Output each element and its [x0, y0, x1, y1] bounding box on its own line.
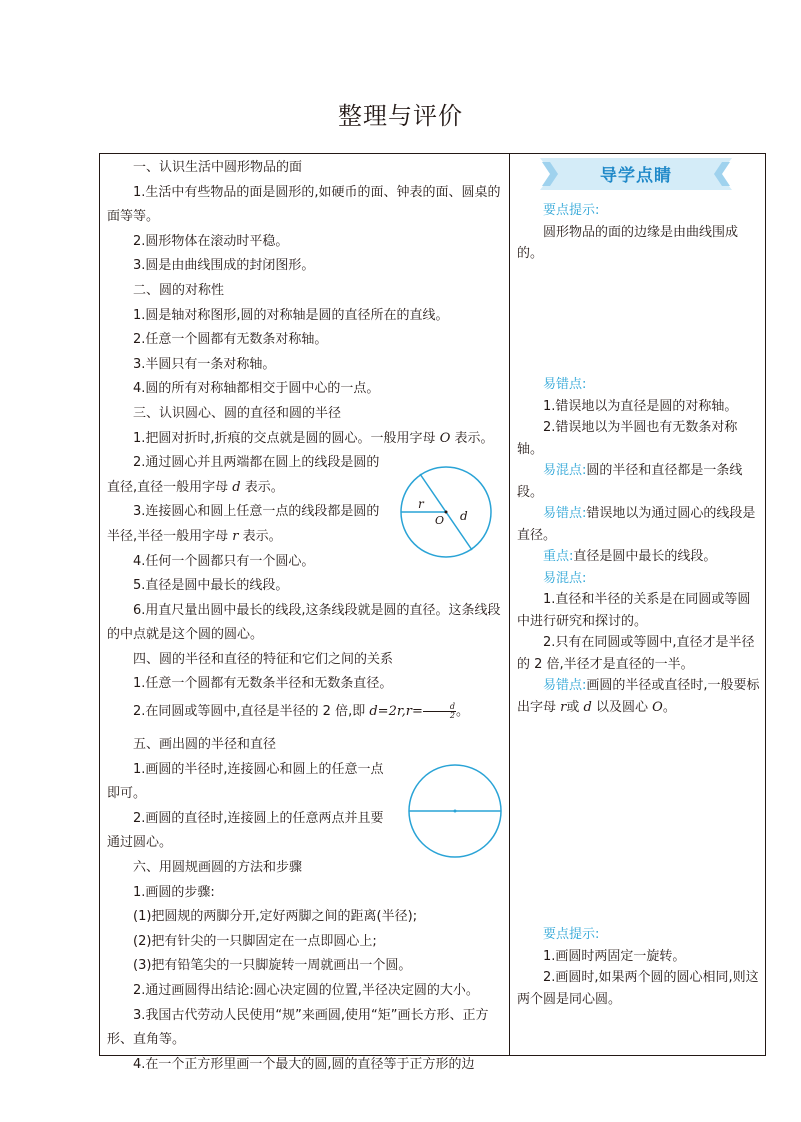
error-line: 易错点:错误地以为通过圆心的线段是直径。: [517, 506, 756, 543]
confusion-line: 易混点:圆的半径和直径都是一条线段。: [517, 463, 743, 500]
tip-item-2: 2.画圆时,如果两个圆的圆心相同,则这两个圆是同心圆。: [517, 970, 759, 1007]
section-2-item-3: 3.半圆只有一条对称轴。: [133, 356, 276, 372]
error-line-2: 易错点:画圆的半径或直径时,一般要标出字母 r或 d 以及圆心 O。: [517, 678, 760, 715]
tip-label-2: 要点提示:: [543, 927, 600, 942]
section-4-heading: 四、圆的半径和直径的特征和它们之间的关系: [133, 651, 394, 667]
section-1-item-2: 2.圆形物体在滚动时平稳。: [133, 233, 289, 249]
tip-text: 圆形物品的面的边缘是由曲线围成的。: [517, 224, 739, 261]
section-2-item-1: 1.圆是轴对称图形,圆的对称轴是圆的直径所在的直线。: [133, 307, 449, 323]
circle-diameter-figure: [406, 761, 506, 861]
tip-label: 要点提示:: [543, 203, 600, 218]
section-3-item-2-line-1: 2.通过圆心并且两端都在圆上的线段是圆的: [133, 455, 380, 471]
section-3-item-4: 4.任何一个圆都只有一个圆心。: [133, 553, 315, 569]
label-d: d: [460, 509, 468, 523]
section-5-item-1-line-2: 即可。: [107, 786, 147, 802]
section-6-step-1: (1)把圆规的两脚分开,定好两脚之间的距离(半径);: [133, 909, 418, 925]
error-label: 易错点:: [543, 377, 587, 392]
center-point: [445, 511, 448, 514]
tip-block-2: [517, 374, 760, 718]
section-5-item-2-line-2: 通过圆心。: [107, 835, 173, 851]
confusion-label: 易混点:: [543, 570, 587, 586]
section-3-item-6: 6.用直尺量出圆中最长的线段,这条线段就是圆的直径。这条线段的中点就是这个圆的圆心。: [107, 602, 501, 643]
tip-item-1: 1.画圆时两固定一旋转。: [543, 948, 686, 964]
confusion-item-2: 2.只有在同圆或等圆中,直径才是半径的 2 倍,半径才是直径的一半。: [517, 635, 755, 672]
section-4-item-1: 1.任意一个圆都有无数条半径和无数条直径。: [133, 676, 393, 692]
section-3-item-1: 1.把圆对折时,折痕的交点就是圆的圆心。一般用字母 O 表示。: [133, 430, 494, 446]
section-6-step-2: (2)把有针尖的一只脚固定在一点即圆心上;: [133, 933, 377, 949]
section-1-item-1: 1.生活中有些物品的面是圆形的,如硬币的面、钟表的面、圆桌的面等等。: [107, 184, 501, 225]
section-3-item-2-line-2: 直径,直径一般用字母 d 表示。: [107, 479, 284, 495]
section-5-heading: 五、画出圆的半径和直径: [133, 737, 277, 753]
section-6-item-4: 4.在一个正方形里画一个最大的圆,圆的直径等于正方形的边: [133, 1056, 475, 1072]
error-item-1: 1.错误地以为直径是圆的对称轴。: [543, 398, 738, 414]
tip-block-3: [517, 924, 760, 1010]
section-5-item-1-line-1: 1.画圆的半径时,连接圆心和圆上的任意一点: [133, 761, 384, 777]
section-3-item-3-line-1: 3.连接圆心和圆上任意一点的线段都是圆的: [133, 504, 380, 520]
label-r: r: [418, 497, 424, 511]
banner-title: 导学点睛: [600, 166, 672, 186]
key-point-line: 重点:直径是圆中最长的线段。: [543, 549, 717, 564]
section-2-heading: 二、圆的对称性: [133, 282, 225, 298]
section-2-item-2: 2.任意一个圆都有无数条对称轴。: [133, 332, 328, 348]
section-6-heading: 六、用圆规画圆的方法和步骤: [133, 860, 303, 876]
page-title: 整理与评价: [338, 102, 463, 130]
section-3-item-3-line-2: 半径,半径一般用字母 r 表示。: [107, 528, 282, 544]
section-1-item-3: 3.圆是由曲线围成的封闭图形。: [133, 258, 315, 274]
column-divider: [509, 153, 510, 1056]
section-5-item-2-line-1: 2.画圆的直径时,连接圆上的任意两点并且要: [133, 810, 384, 826]
section-1-heading: 一、认识生活中圆形物品的面: [133, 160, 303, 175]
label-o: O: [435, 514, 445, 527]
section-6-item-3: 3.我国古代劳动人民使用“规”来画圆,使用“矩”画长方形、正方形、直角等。: [107, 1007, 489, 1048]
confusion-item-1: 1.直径和半径的关系是在同圆或等圆中进行研究和探讨的。: [517, 592, 751, 629]
left-column: [107, 156, 505, 1077]
circle-radius-diameter-figure: [398, 462, 498, 562]
section-6-step-3: (3)把有铅笔尖的一只脚旋转一周就画出一个圆。: [133, 958, 412, 974]
section-3-item-5: 5.直径是圆中最长的线段。: [133, 578, 289, 594]
section-6-item-1: 1.画圆的步骤:: [133, 884, 215, 900]
section-6-item-2: 2.通过画圆得出结论:圆心决定圆的位置,半径决定圆的大小。: [133, 983, 479, 998]
fraction: $\frac{d}{2}$: [423, 703, 456, 720]
error-item-2: 2.错误地以为半圆也有无数条对称轴。: [517, 420, 738, 457]
section-2-item-4: 4.圆的所有对称轴都相交于圆中心的一点。: [133, 381, 380, 397]
section-4-item-2: 2.在同圆或等圆中,直径是半径的 2 倍,即 d=2r,r= $\frac{d}{2}$ 。: [133, 702, 470, 721]
tip-block-1: [517, 200, 760, 265]
section-3-heading: 三、认识圆心、圆的直径和圆的半径: [133, 405, 342, 421]
center-point: [454, 810, 457, 813]
